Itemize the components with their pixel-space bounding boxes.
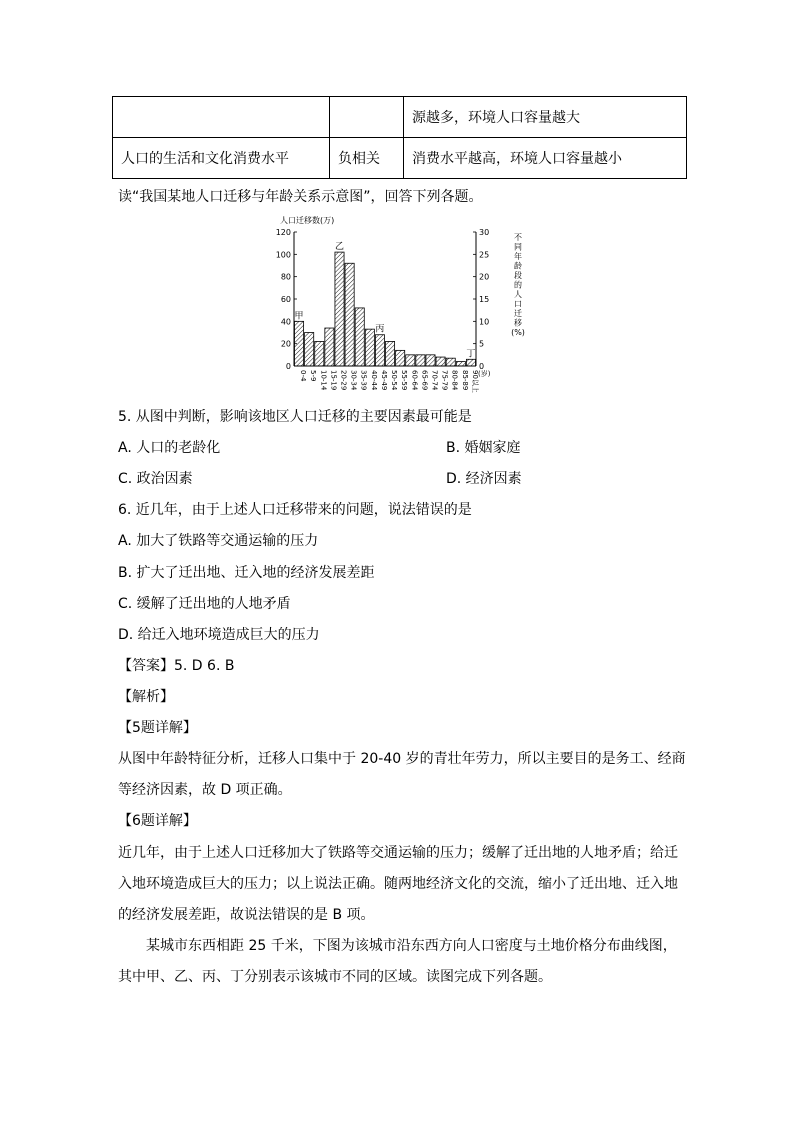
bar: [365, 329, 374, 366]
y-tick-label: 0: [285, 362, 291, 371]
right-axis-label-char: 同: [514, 242, 522, 252]
bar: [416, 355, 425, 366]
detail-5-heading: 【5题详解】: [118, 720, 197, 736]
table-row: [113, 138, 687, 179]
table-cell: 源越多，环境人口容量越大: [404, 97, 687, 138]
y-right-tick-label: 5: [479, 339, 485, 349]
x-tick-label: 5-9: [309, 370, 318, 382]
annotation-label: 丁: [466, 349, 476, 360]
factor-table: [112, 96, 687, 179]
right-axis-label-char: 移: [514, 318, 522, 328]
y-tick-label: 100: [275, 250, 291, 260]
bar: [335, 252, 344, 366]
right-axis-label-char: 的: [514, 280, 522, 290]
x-tick-label: 0-4: [299, 370, 308, 382]
x-tick-label: 30-34: [349, 370, 358, 391]
annotation-label: 丙: [375, 324, 385, 335]
table-cell: 人口的生活和文化消费水平: [113, 138, 330, 179]
x-unit-label: (岁): [478, 370, 491, 378]
bar: [315, 341, 324, 366]
table-cell: 消费水平越高，环境人口容量越小: [404, 138, 687, 179]
y-right-tick-label: 10: [479, 317, 490, 327]
table-cell: 负相关: [330, 138, 404, 179]
y-right-tick-label: 0: [479, 362, 485, 371]
bar: [325, 328, 334, 366]
right-axis-label-char: 不: [514, 233, 522, 242]
right-axis-label-char: 年: [514, 252, 522, 261]
right-axis-label-char: 迁: [514, 309, 522, 318]
bar: [446, 358, 455, 366]
annotation-label: 甲: [294, 311, 304, 322]
bar: [305, 333, 314, 367]
bar: [406, 355, 415, 366]
x-tick-label: 50-54: [390, 370, 399, 391]
detail-6-text: 入地环境造成巨大的压力；以上说法正确。随两地经济文化的交流，缩小了迁出地、迁入地: [118, 876, 678, 892]
bar: [466, 359, 475, 366]
q5-stem: 5. 从图中判断，影响该地区人口迁移的主要因素最可能是: [118, 409, 472, 425]
table-cell: [113, 97, 330, 138]
q6-option-a: A. 加大了铁路等交通运输的压力: [118, 533, 319, 549]
right-axis-label-char: (%): [511, 328, 525, 337]
table-cell: [330, 97, 404, 138]
q6-option-b: B. 扩大了迁出地、迁入地的经济发展差距: [118, 565, 375, 581]
q6-option-c: C. 缓解了迁出地的人地矛盾: [118, 596, 291, 612]
table-row: [113, 97, 687, 138]
bar: [426, 355, 435, 366]
right-axis-label-char: 人: [514, 290, 522, 299]
detail-6-text: 的经济发展差距，故说法错误的是 B 项。: [118, 907, 375, 923]
y-tick-label: 120: [275, 228, 291, 237]
detail-6-text: 近几年，由于上述人口迁移加大了铁路等交通运输的压力；缓解了迁出地的人地矛盾；给迁: [118, 845, 678, 861]
right-axis-label-char: 口: [514, 299, 522, 309]
bar: [355, 308, 364, 366]
chart-bars: [295, 252, 476, 366]
detail-6-heading: 【6题详解】: [118, 813, 197, 829]
right-axis-label-char: 段: [514, 271, 522, 280]
y-right-tick-label: 30: [479, 228, 490, 237]
annotation-label: 乙: [334, 242, 345, 253]
q6-option-d: D. 给迁入地环境造成巨大的压力: [118, 627, 320, 643]
bar: [456, 362, 465, 366]
x-tick-label: 15-19: [329, 370, 338, 391]
x-tick-label: 90以上: [470, 370, 479, 393]
q5-option-c: C. 政治因素: [118, 471, 193, 487]
q5-option-a: A. 人口的老龄化: [118, 440, 221, 456]
bar: [396, 350, 405, 366]
q6-stem: 6. 近几年，由于上述人口迁移带来的问题，说法错误的是: [118, 502, 472, 518]
chart-right-label: [511, 233, 525, 337]
y-tick-label: 40: [280, 317, 291, 327]
bar: [436, 357, 445, 366]
next-question-text: 其中甲、乙、丙、丁分别表示该城市不同的区域。读图完成下列各题。: [118, 969, 552, 985]
y-right-tick-label: 25: [479, 250, 490, 260]
bar: [345, 263, 354, 366]
y-tick-label: 20: [280, 339, 291, 349]
y-tick-label: 80: [280, 272, 291, 282]
y-tick-label: 60: [280, 295, 291, 304]
q5-option-d: D. 经济因素: [446, 471, 522, 487]
x-tick-label: 60-64: [410, 370, 419, 391]
x-tick-label: 55-59: [400, 370, 409, 391]
migration-age-chart: [270, 210, 540, 400]
detail-5-text: 从图中年龄特征分析，迁移人口集中于 20-40 岁的青壮年劳力，所以主要目的是务工、经商: [118, 751, 686, 767]
answer-line: 【答案】5. D 6. B: [118, 658, 235, 674]
x-tick-label: 80-84: [450, 370, 459, 391]
x-tick-label: 10-14: [319, 370, 328, 391]
y-right-tick-label: 20: [479, 272, 490, 282]
chart-x-ticks: [299, 369, 491, 393]
intro-text: 读“我国某地人口迁移与年龄关系示意图”，回答下列各题。: [118, 189, 483, 205]
chart-title: 人口迁移数(万): [280, 216, 335, 225]
detail-5-text: 等经济因素，故 D 项正确。: [118, 782, 292, 798]
bar: [386, 341, 395, 366]
x-tick-label: 35-39: [359, 370, 368, 391]
x-tick-label: 70-74: [430, 370, 439, 391]
next-question-text: 某城市东西相距 25 千米，下图为该城市沿东西方向人口密度与土地价格分布曲线图，: [146, 938, 677, 954]
x-tick-label: 40-44: [369, 370, 378, 391]
x-tick-label: 65-69: [420, 370, 429, 391]
x-tick-label: 75-79: [440, 370, 449, 391]
q5-option-b: B. 婚姻家庭: [446, 440, 521, 456]
analysis-heading: 【解析】: [118, 689, 174, 705]
x-tick-label: 85-89: [460, 370, 469, 391]
y-right-tick-label: 15: [479, 295, 490, 304]
bar: [375, 335, 384, 366]
right-axis-label-char: 龄: [514, 261, 522, 271]
x-tick-label: 20-29: [339, 370, 348, 391]
bar: [295, 321, 304, 366]
x-tick-label: 45-49: [379, 370, 388, 391]
